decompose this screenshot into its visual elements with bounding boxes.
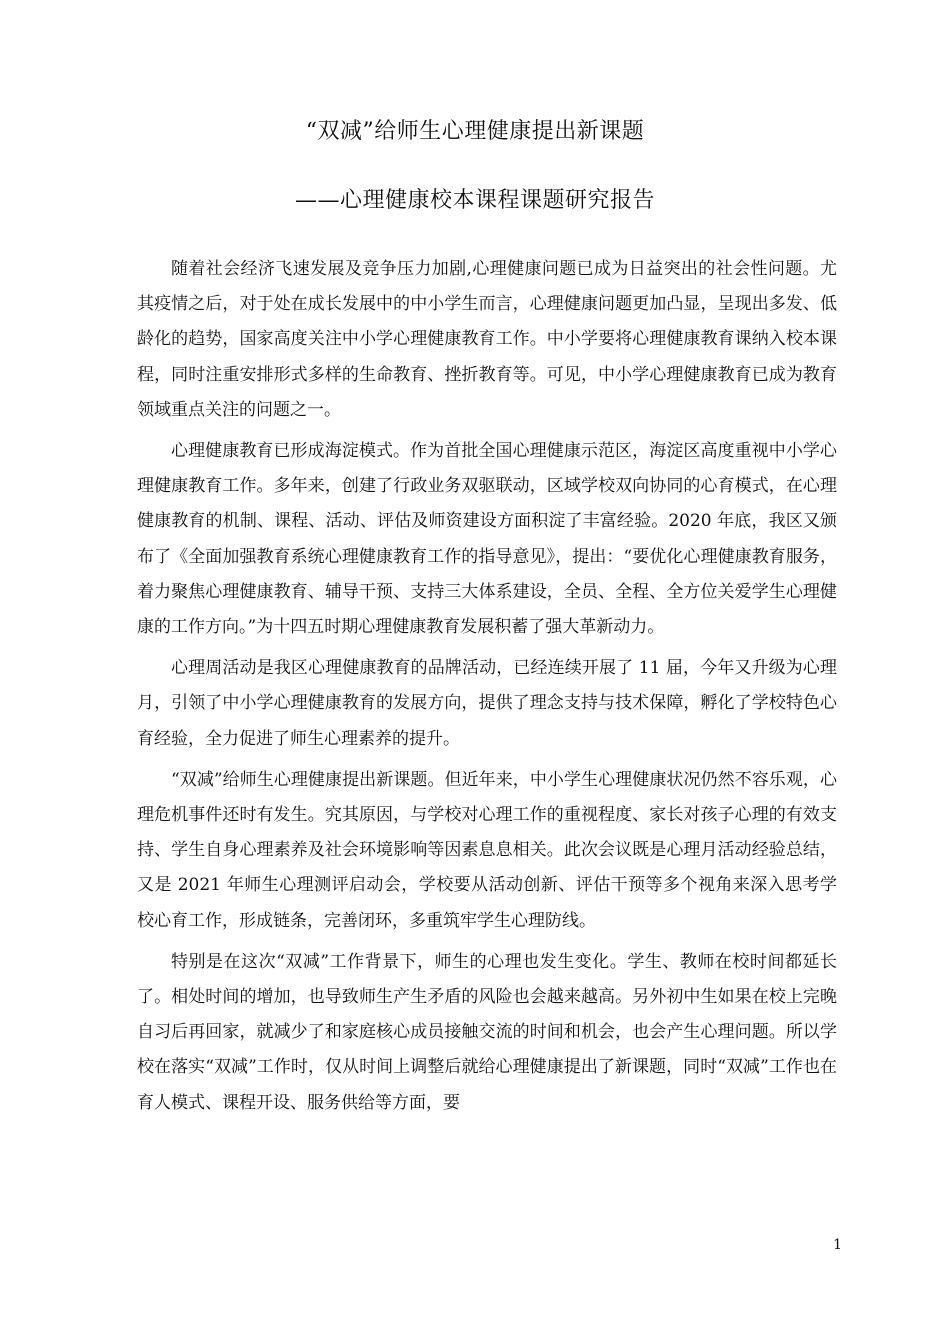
body-paragraph: 心理周活动是我区心理健康教育的品牌活动，已经连续开展了 11 届，今年又升级为心理月，引领了中小学心理健康教育的发展方向，提供了理念支持与技术保障，孵化了学校特色心育经验，全力促进了师生心理素养的提升。 [137, 658, 837, 749]
body-paragraph: “双减”给师生心理健康提出新课题。但近年来，中小学生心理健康状况仍然不容乐观，心理危机事件还时有发生。究其原因，与学校对心理工作的重视程度、家长对孩子心理的有效支持、学生自身心理素养及社会环境影响等因素息息相关。此次会议既是心理月活动经验总结，又是 2021 年师生心理测评启动会，学校要从活动创新、评估干预等多个视角来深入思考学校心育工作，形成链条，完善闭环，多重筑牢学生心理防线。 [137, 769, 837, 931]
document-body [137, 252, 837, 1127]
page-number: 1 [833, 1237, 842, 1253]
body-paragraph: 特别是在这次“双减”工作背景下，师生的心理也发生变化。学生、教师在校时间都延长了。相处时间的增加，也导致师生产生矛盾的风险也会越来越高。另外初中生如果在校上完晚自习后再回家，就减少了和家庭核心成员接触交流的时间和机会，也会产生心理问题。所以学校在落实“双减”工作时，仅从时间上调整后就给心理健康提出了新课题，同时“双减”工作也在育人模式、课程开设、服务供给等方面，要 [137, 951, 837, 1113]
document-subtitle: ——心理健康校本课程课题研究报告 [294, 188, 655, 213]
body-paragraph: 心理健康教育已形成海淀模式。作为首批全国心理健康示范区，海淀区高度重视中小学心理健康教育工作。多年来，创建了行政业务双驱联动，区域学校双向协同的心育模式，在心理健康教育的机制、课程、活动、评估及师资建设方面积淀了丰富经验。2020 年底，我区又颁布了《全面加强教育系统心理健康教育工作的指导意见》，提出：“要优化心理健康教育服务，着力聚焦心理健康教育、辅导干预、支持三大体系建设，全员、全程、全方位关爱学生心理健康的工作方向。”为十四五时期心理健康教育发展积蓄了强大革新动力。 [137, 441, 837, 638]
body-paragraph: 随着社会经济飞速发展及竞争压力加剧,心理健康问题已成为日益突出的社会性问题。尤其疫情之后，对于处在成长发展中的中小学生而言，心理健康问题更加凸显，呈现出多发、低龄化的趋势，国家高度关注中小学心理健康教育工作。中小学要将心理健康教育课纳入校本课程，同时注重安排形式多样的生命教育、挫折教育等。可见，中小学心理健康教育已成为教育领域重点关注的问题之一。 [137, 259, 837, 420]
document-title: “双减”给师生心理健康提出新课题 [305, 119, 645, 144]
